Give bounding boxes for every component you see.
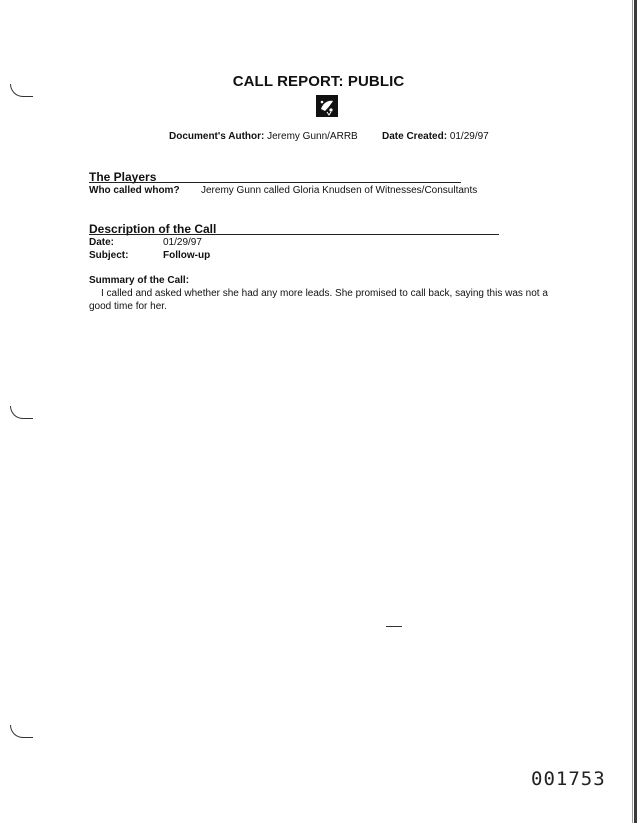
summary-text — [89, 287, 579, 313]
date-value: 01/29/97 — [163, 237, 202, 248]
date-created-line — [382, 131, 489, 142]
page-edge-inner — [632, 0, 633, 823]
stray-mark — [386, 626, 402, 627]
summary-label: Summary of the Call: — [89, 275, 190, 286]
players-rule — [89, 182, 461, 183]
who-called-label: Who called whom? — [89, 185, 180, 196]
binder-hole-mark — [10, 725, 33, 738]
subject-label: Subject: — [89, 250, 129, 261]
description-rule — [89, 234, 499, 235]
binder-hole-mark — [10, 406, 33, 419]
bates-stamp-number: 001753 — [531, 768, 606, 790]
page-title: CALL REPORT: PUBLIC — [232, 73, 405, 90]
author-value: Jeremy Gunn/ARRB — [267, 131, 358, 142]
author-line — [169, 131, 358, 142]
author-label: Document's Author: — [169, 131, 265, 142]
seal-icon — [316, 95, 338, 117]
players-heading: The Players — [89, 170, 157, 184]
who-called-value: Jeremy Gunn called Gloria Knudsen of Witnesses/Consultants — [201, 185, 478, 196]
description-heading: Description of the Call — [89, 222, 217, 236]
summary-line-2: good time for her. — [89, 301, 167, 312]
date-label: Date: — [89, 237, 115, 248]
date-created-label: Date Created: — [382, 131, 448, 142]
subject-value: Follow-up — [163, 250, 211, 261]
summary-line-1: I called and asked whether she had any more leads. She promised to call back, saying this was not a — [101, 288, 548, 299]
date-created-value: 01/29/97 — [449, 131, 489, 142]
